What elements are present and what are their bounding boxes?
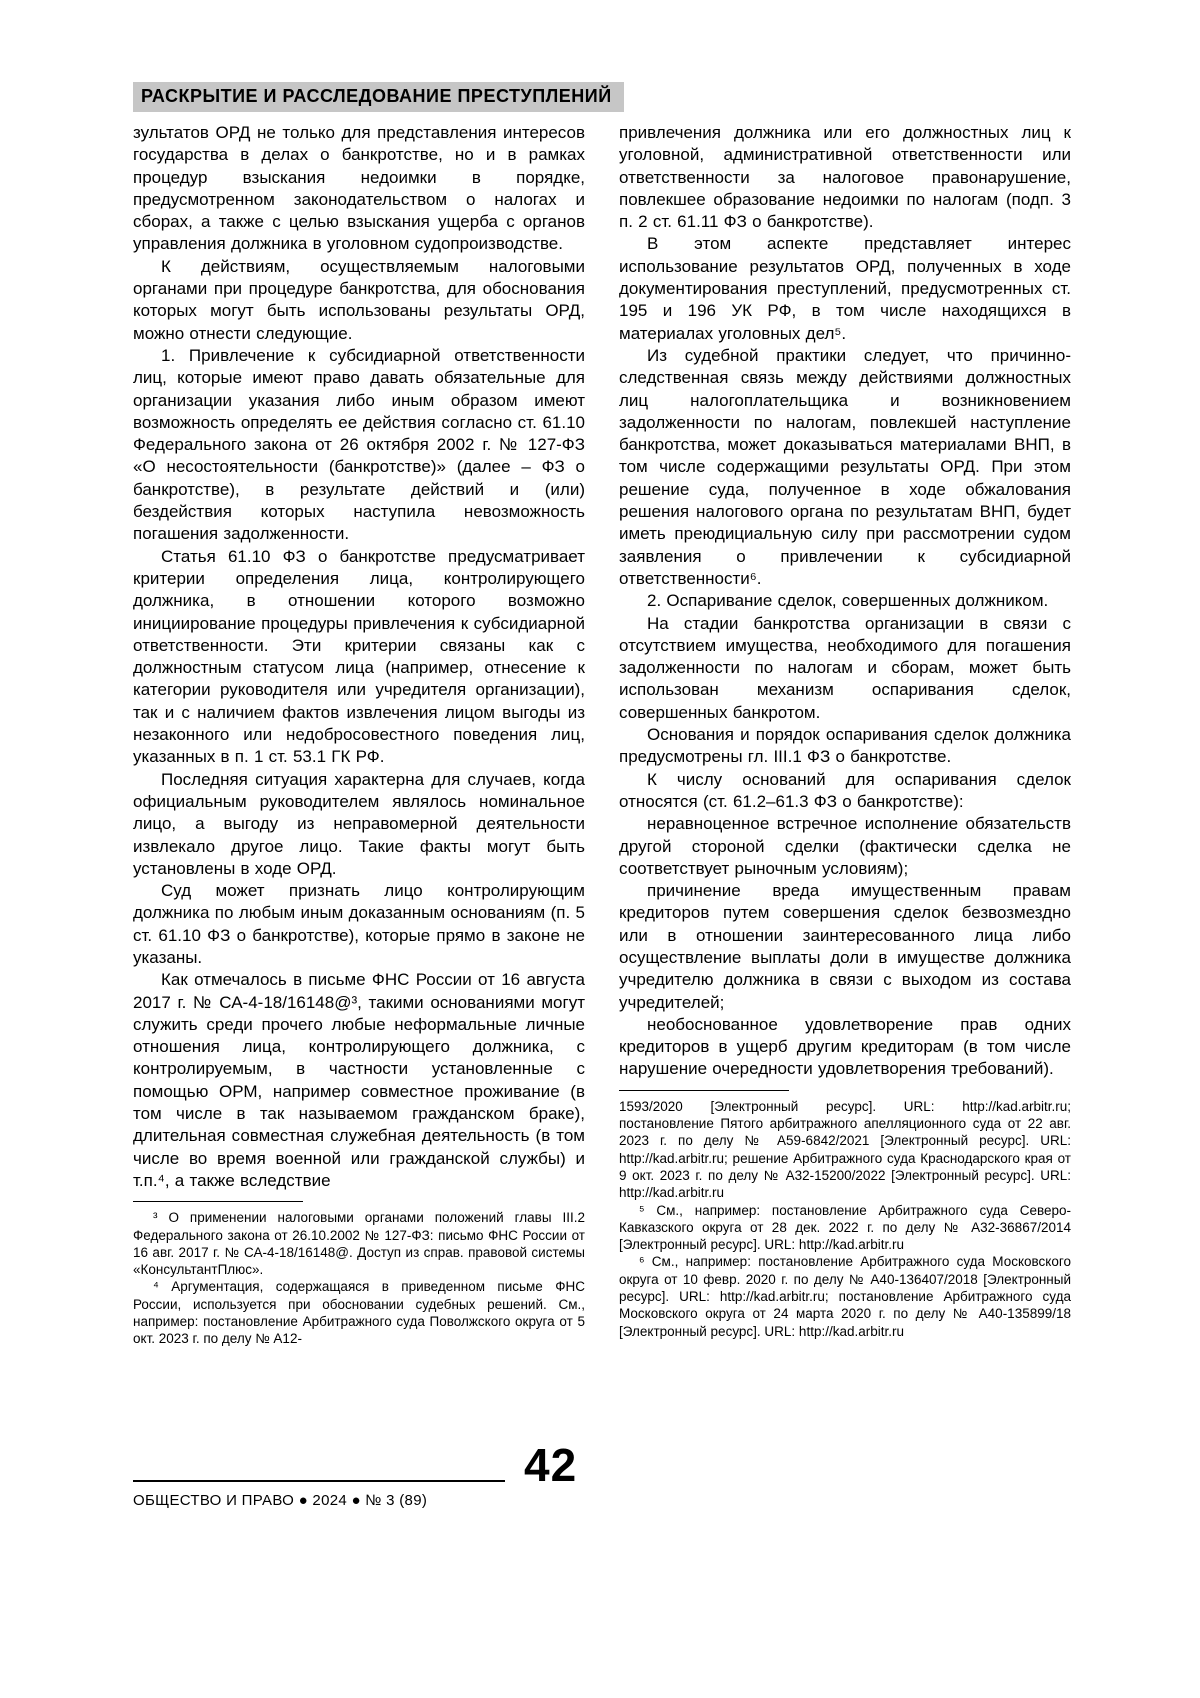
left-column <box>133 122 585 1348</box>
footnote-continuation: 1593/2020 [Электронный ресурс]. URL: http://kad.arbitr.ru; постановление Пятого арбитражного апелляционного суда от 22 авг. 2023 г. по делу № А59-6842/2021 [Электронный ресурс]. URL: http://kad.arbitr.ru; решение Арбитражного суда Краснодарского края от 9 окт. 2023 г. по делу № А32-15200/2022 [Электронный ресурс]. URL: http://kad.arbitr.ru <box>619 1098 1071 1201</box>
running-head-title: РАСКРЫТИЕ И РАССЛЕДОВАНИЕ ПРЕСТУПЛЕНИЙ <box>141 86 612 106</box>
footnote: ⁶ См., например: постановление Арбитражного суда Московского округа от 10 февр. 2020 г. по делу № А40-136407/2018 [Электронный ресурс]. URL: http://kad.arbitr.ru; постановление Арбитражного суда Московского округа от 24 марта 2020 г. по делу № А40-135899/18 [Электронный ресурс]. URL: http://kad.arbitr.ru <box>619 1254 1071 1339</box>
footnote-separator <box>133 1201 303 1202</box>
paragraph: Последняя ситуация характерна для случаев, когда официальным руководителем являлось номинальное лицо, а выгоду из неправомерной деятельности извлекало другое лицо. Такие факты могут быть установлены в ходе ОРД. <box>133 769 585 878</box>
right-column <box>619 122 1071 1348</box>
footnote: ⁵ См., например: постановление Арбитражного суда Северо-Кавказского округа от 28 дек. 2022 г. по делу № А32-36867/2014 [Электронный ресурс]. URL: http://kad.arbitr.ru <box>619 1202 1071 1253</box>
paragraph: необоснованное удовлетворение прав одних кредиторов в ущерб другим кредиторам (в том числе нарушение очередности удовлетворения требований). <box>619 1014 1071 1079</box>
paragraph: зультатов ОРД не только для представления интересов государства в делах о банкротстве, но и в рамках процедур взыскания недоимки в порядке, предусмотренном законодательством о налогах и сборах, а также с целью взыскания ущерба с органов управления должника в уголовном судопроизводстве. <box>133 123 585 254</box>
paragraph: К числу оснований для оспаривания сделок относятся (ст. 61.2–61.3 ФЗ о банкротстве): <box>619 769 1071 811</box>
paragraph: 2. Оспаривание сделок, совершенных должником. <box>647 591 1049 611</box>
footnote-separator <box>619 1090 789 1091</box>
paragraph: В этом аспекте представляет интерес использование результатов ОРД, полученных в ходе документирования преступлений, предусмотренных ст. 195 и 196 УК РФ, в том числе находящихся в материалах уголовных дел⁵. <box>619 234 1071 343</box>
running-head-bar <box>133 82 624 112</box>
footer-rule <box>133 1480 505 1482</box>
footnote: ⁴ Аргументация, содержащаяся в приведенном письме ФНС России, используется при обосновании судебных решений. См., например: постановление Арбитражного суда Поволжского округа от 5 окт. 2023 г. по делу № А12- <box>133 1279 585 1347</box>
paragraph: причинение вреда имущественным правам кредиторов путем совершения сделок безвозмездно или в отношении заинтересованного лица либо осуществление выплаты доли в имуществе должника учредителю должника в связи с выходом из состава учредителей; <box>619 881 1071 1012</box>
paragraph: неравноценное встречное исполнение обязательств другой стороной сделки (фактически сделка не соответствует рыночным условиям); <box>619 814 1071 878</box>
two-column-text <box>133 122 1071 1348</box>
paragraph: Как отмечалось в письме ФНС России от 16 августа 2017 г. № СА-4-18/16148@³, такими основаниями могут служить среди прочего любые неформальные личные отношения лица, контролирующего должника, с контролируемым, в частности установленные с помощью ОРМ, например совместное проживание (в том числе в так называемом гражданском браке), длительная совместная служебная деятельность (в том числе во время военной или гражданской службы) и т.п.⁴, а также вследствие <box>133 970 585 1190</box>
paragraph: Основания и порядок оспаривания сделок должника предусмотрены гл. III.1 ФЗ о банкротстве. <box>619 725 1071 767</box>
paragraph: 1. Привлечение к субсидиарной ответственности лиц, которые имеют право давать обязательные для организации указания либо иным образом имеют возможность определять ее действия согласно ст. 61.10 Федерального закона от 26 октября 2002 г. № 127-ФЗ «О несостоятельности (банкротстве)» (далее – ФЗ о банкротстве), в результате действий и (или) бездействия которых наступила невозможность погашения задолженности. <box>133 345 585 544</box>
page-number: 42 <box>524 1439 578 1491</box>
journal-footer: ОБЩЕСТВО И ПРАВО ● 2024 ● № 3 (89) <box>133 1492 428 1509</box>
paragraph: К действиям, осуществляемым налоговыми органами при процедуре банкротства, для обоснования которых могут быть использованы результаты ОРД, можно отнести следующие. <box>133 256 585 343</box>
paragraph: Из судебной практики следует, что причинно-следственная связь между действиями должностных лиц налогоплательщика и возникновением задолженности по налогам, повлекшей наступление банкротства, может доказываться материалами ВНП, в том числе содержащими результаты ОРД. При этом решение суда, полученное в ходе обжалования решения налогового органа по результатам ВНП, будет иметь преюдициальную силу при рассмотрении судом заявления о привлечении к субсидиарной ответственности⁶. <box>619 345 1071 588</box>
paragraph: привлечения должника или его должностных лиц к уголовной, административной ответственности или ответственности за налоговое правонарушение, повлекшее образование недоимки по налогам (подп. 3 п. 2 ст. 61.11 ФЗ о банкротстве). <box>619 123 1071 232</box>
paragraph: На стадии банкротства организации в связи с отсутствием имущества, необходимого для погашения задолженности по налогам и сборам, может быть использован механизм оспаривания сделок, совершенных банкротом. <box>619 613 1071 722</box>
paragraph: Суд может признать лицо контролирующим должника по любым иным доказанным основаниям (п. 5 ст. 61.10 ФЗ о банкротстве), которые прямо в законе не указаны. <box>133 881 585 967</box>
paragraph: Статья 61.10 ФЗ о банкротстве предусматривает критерии определения лица, контролирующего должника, в отношении которого возможно инициирование процедуры привлечения к субсидиарной ответственности. Эти критерии связаны как с должностным статусом лица (например, отнесение к категории руководителя или учредителя организации), так и с наличием фактов извлечения лицом выгоды из незаконного или недобросовестного поведения лиц, указанных в п. 1 ст. 53.1 ГК РФ. <box>133 546 585 767</box>
footnote: ³ О применении налоговыми органами положений главы III.2 Федерального закона от 26.10.2002 № 127-ФЗ: письмо ФНС России от 16 авг. 2017 г. № СА-4-18/16148@. Доступ из справ. правовой системы «КонсультантПлюс». <box>133 1210 585 1278</box>
